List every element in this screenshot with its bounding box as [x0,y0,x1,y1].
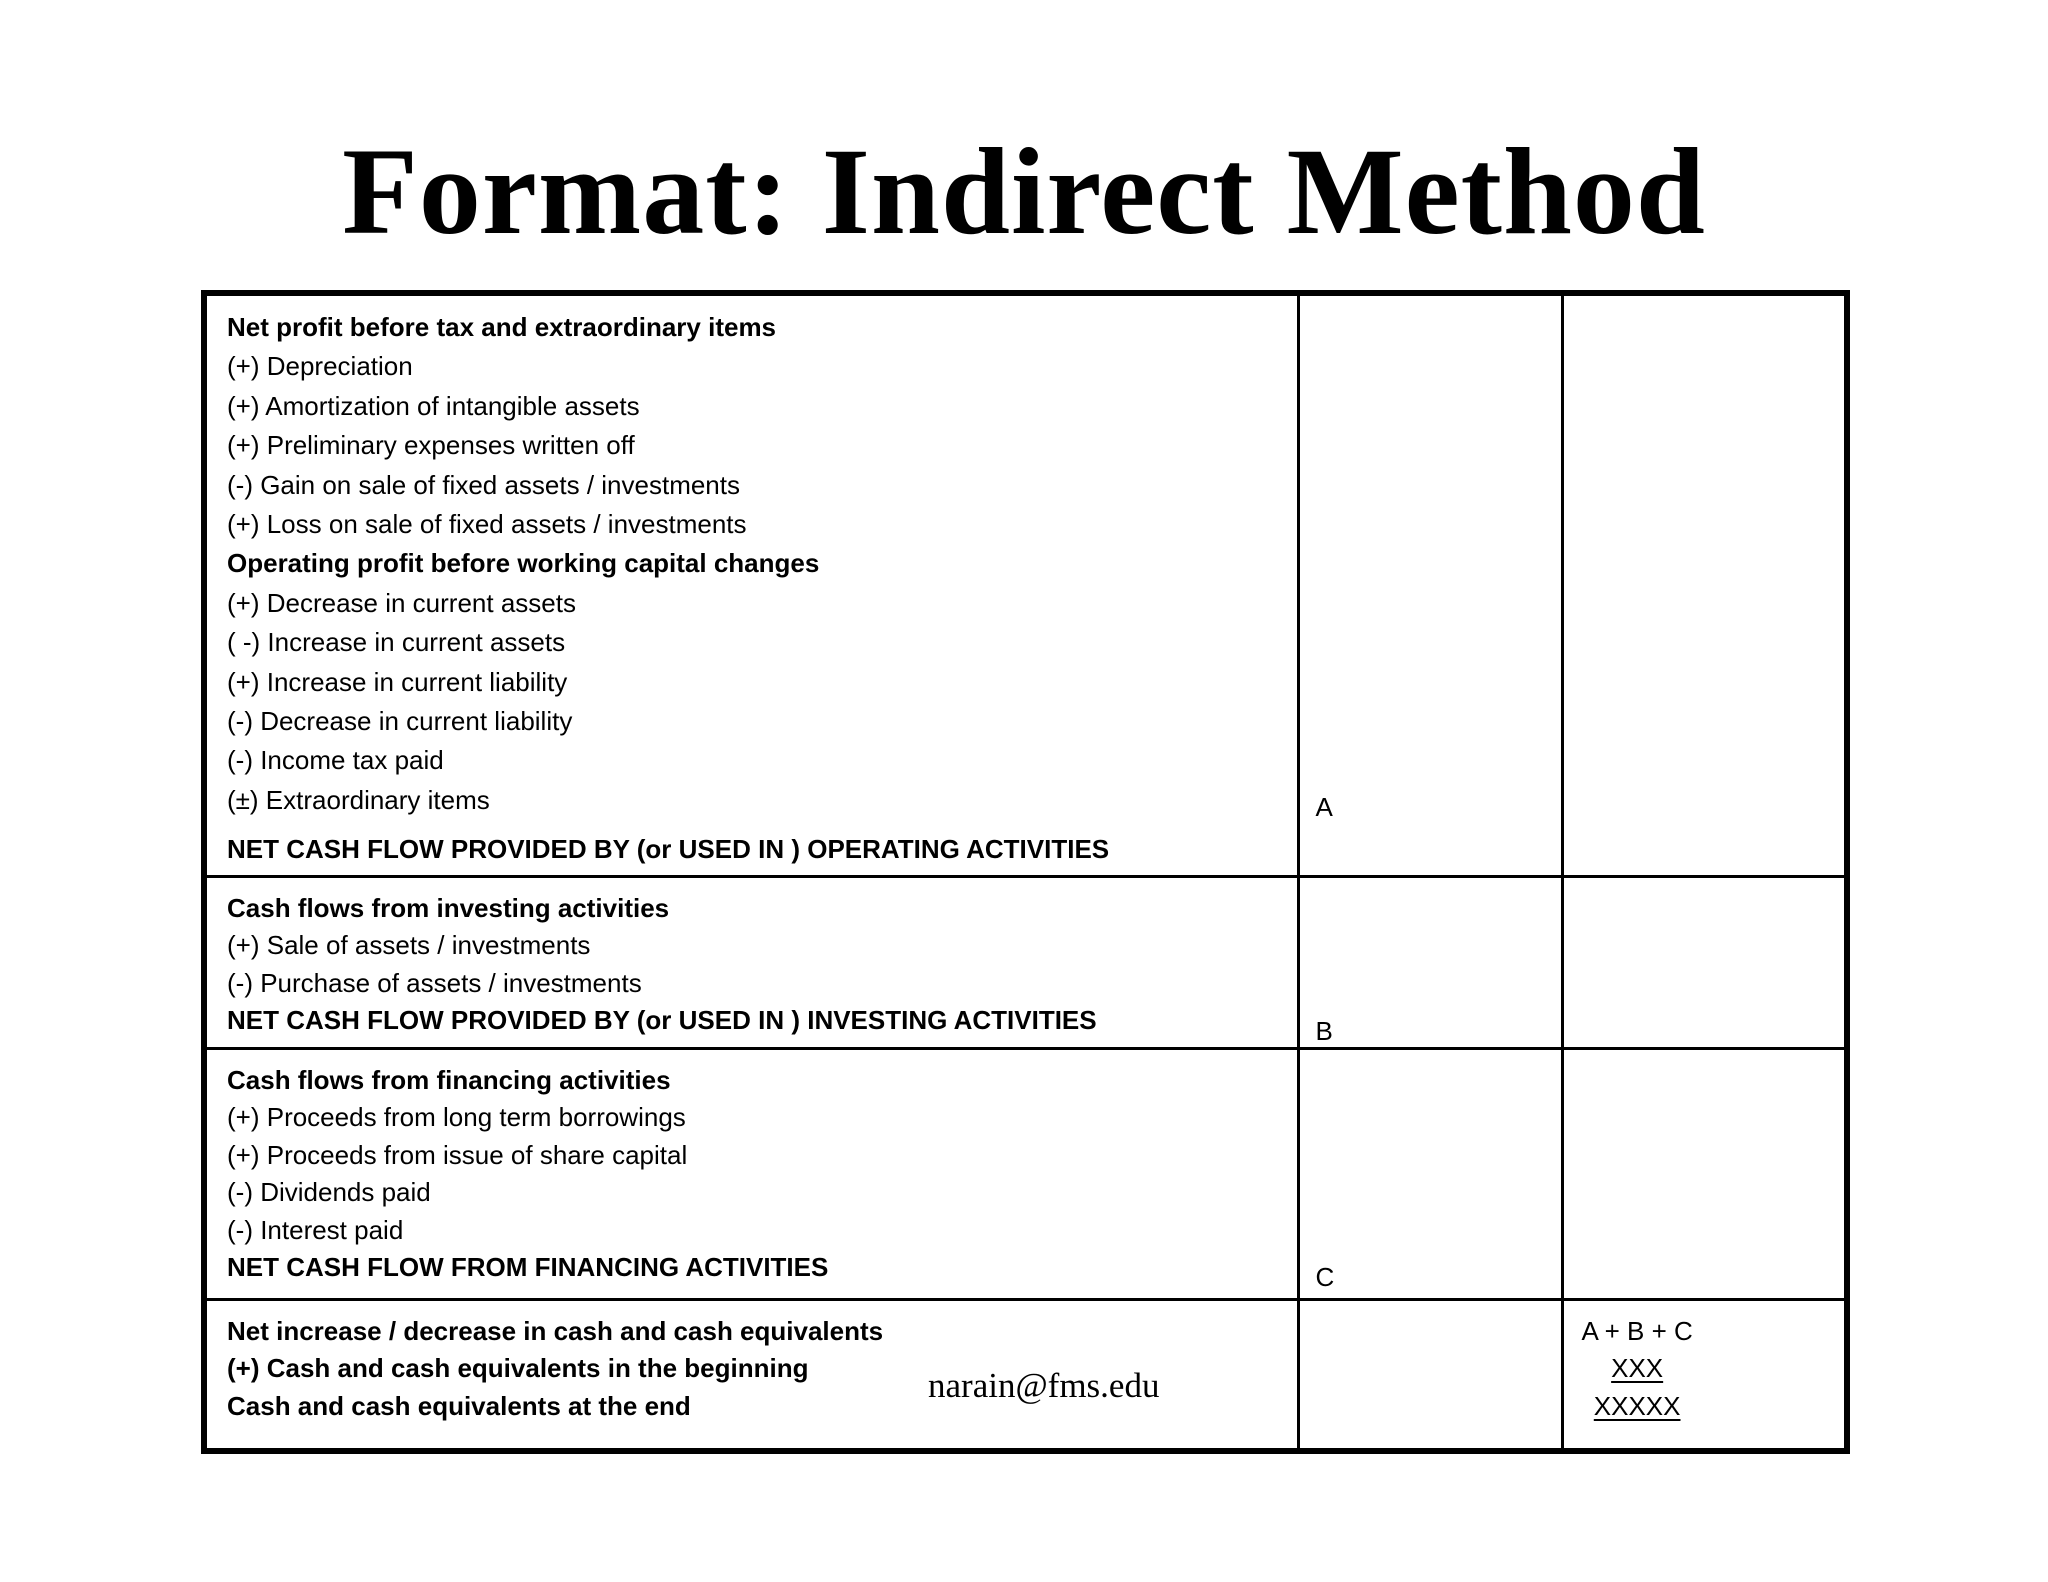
operating-line-item: Operating profit before working capital changes [227,548,820,579]
operating-line-item: ( -) Increase in current assets [227,627,566,658]
investing-line-item: (+) Sale of assets / investments [227,930,591,960]
operating-section [204,293,1847,876]
operating-line-item: (+) Increase in current liability [227,666,568,697]
summary-lines [207,1301,1297,1426]
investing-section [204,876,1847,1048]
closing-cash-total: XXXXX [1593,1390,1681,1421]
operating-description-cell [204,293,1298,876]
operating-line-item: NET CASH FLOW PROVIDED BY (or USED IN ) OPERATING ACTIVITIES [227,834,1110,865]
financing-line-item: (+) Proceeds from issue of share capital [227,1139,688,1170]
investing-marker: B [1315,1015,1333,1046]
investing-description-cell [204,876,1298,1048]
financing-marker: C [1315,1261,1335,1292]
investing-line-item: (-) Purchase of assets / investments [227,967,642,998]
financing-total-cell [1562,1048,1847,1299]
operating-line-item: (+) Amortization of intangible assets [227,390,640,421]
operating-line-item: (-) Income tax paid [227,745,444,776]
financing-line-item: Cash flows from financing activities [227,1064,671,1095]
page-title: Format: Indirect Method [342,123,1706,260]
investing-total-cell [1562,876,1847,1048]
total-formula: A + B + C [1581,1315,1693,1346]
summary-line-item: Cash and cash equivalents at the end [227,1390,691,1421]
summary-totals [1582,1313,1693,1426]
footer-email: narain@fms.edu [928,1366,1160,1405]
operating-line-item: Net profit before tax and extraordinary items [227,312,777,342]
financing-line-item: (+) Proceeds from long term borrowings [227,1102,686,1132]
financing-description-cell [204,1048,1298,1299]
operating-line-item: (+) Depreciation [227,351,413,382]
operating-line-item: (+) Decrease in current assets [227,587,576,618]
investing-line-item: Cash flows from investing activities [227,892,670,923]
operating-lines [207,296,1297,870]
operating-line-item: (+) Preliminary expenses written off [227,430,635,461]
operating-line-item: (-) Gain on sale of fixed assets / investments [227,469,740,500]
investing-line-item: NET CASH FLOW PROVIDED BY (or USED IN ) INVESTING ACTIVITIES [227,1005,1097,1035]
financing-section [204,1048,1847,1299]
summary-line-item: (+) Cash and cash equivalents in the beginning [227,1353,809,1383]
operating-marker-cell [1298,293,1562,876]
operating-total-cell [1562,293,1847,876]
summary-total-cell [1562,1299,1847,1451]
financing-line-item: (-) Interest paid [227,1214,404,1245]
operating-line-item: (+) Loss on sale of fixed assets / investments [227,509,747,540]
summary-marker-cell [1298,1299,1562,1451]
opening-cash-total: XXX [1611,1353,1664,1383]
operating-line-item: (-) Decrease in current liability [227,706,573,737]
summary-line-item: Net increase / decrease in cash and cash equivalents [227,1315,884,1346]
financing-lines [207,1050,1297,1287]
financing-marker-cell [1298,1048,1562,1299]
investing-lines [207,878,1297,1040]
cash-flow-statement-table [201,290,1850,1454]
financing-line-item: NET CASH FLOW FROM FINANCING ACTIVITIES [227,1252,829,1282]
operating-marker: A [1315,792,1333,822]
operating-line-item: (±) Extraordinary items [227,784,490,815]
financing-line-item: (-) Dividends paid [227,1177,431,1207]
investing-marker-cell [1298,876,1562,1048]
